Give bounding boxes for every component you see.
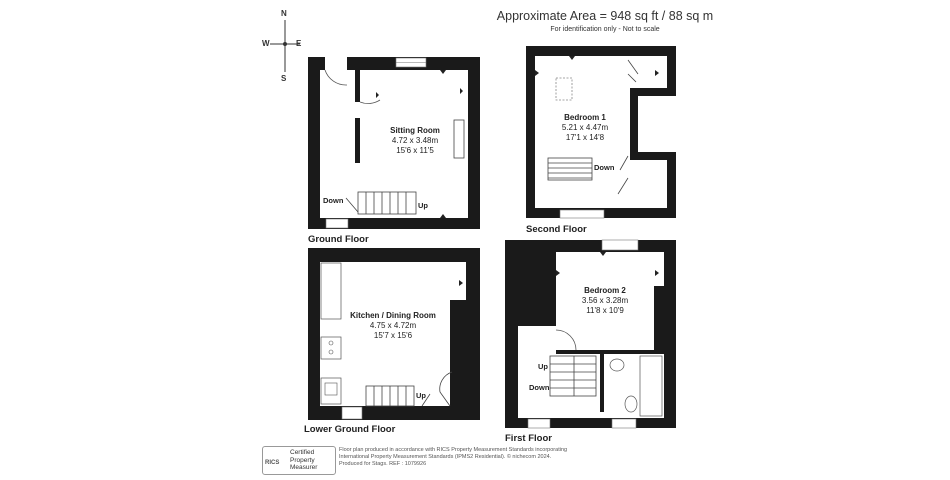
disclaimer-line-3: Produced for Stags. REF : 1079926 xyxy=(339,461,427,467)
lower-stairs-up-label: Up xyxy=(416,391,426,400)
kitchen-dining-room-label xyxy=(338,311,448,341)
scale-note: For identification only - Not to scale xyxy=(550,26,660,33)
compass-north-label: N xyxy=(281,9,287,18)
bedroom-1-metric: 5.21 x 4.47m xyxy=(561,123,609,132)
second-floor-label: Second Floor xyxy=(526,224,587,235)
bedroom-2-label xyxy=(560,286,650,316)
compass-south-label: S xyxy=(281,74,287,83)
first-stairs-up-label: Up xyxy=(538,362,548,371)
ground-stairs-up-label: Up xyxy=(418,201,428,210)
rics-line-1: Certified xyxy=(290,449,315,456)
kitchen-dining-room-metric: 4.75 x 4.72m xyxy=(369,321,417,330)
rics-line-2: Property xyxy=(290,456,315,464)
bedroom-1-name: Bedroom 1 xyxy=(564,113,606,122)
bedroom-2-imperial: 11'8 x 10'9 xyxy=(586,306,624,315)
disclaimer-line-2: International Property Measurement Standards (IPMS2 Residential). © nichecom 2024. xyxy=(339,454,552,460)
sitting-room-name: Sitting Room xyxy=(390,126,440,135)
first-floor-label: First Floor xyxy=(505,433,552,444)
bedroom-2-name: Bedroom 2 xyxy=(584,286,626,295)
first-floor-plan xyxy=(505,240,676,428)
bedroom-2-metric: 3.56 x 3.28m xyxy=(581,296,629,305)
second-stairs-down-label: Down xyxy=(594,163,615,172)
sitting-room-imperial: 15'6 x 11'5 xyxy=(396,146,434,155)
disclaimer-text xyxy=(339,447,599,468)
rics-logo: RICS xyxy=(265,460,280,466)
kitchen-dining-room-imperial: 15'7 x 15'6 xyxy=(373,331,413,340)
ground-stairs-down-label: Down xyxy=(323,196,344,205)
bedroom-1-imperial: 17'1 x 14'8 xyxy=(565,133,605,142)
first-stairs-down-label: Down xyxy=(529,383,550,392)
compass-east-label: E xyxy=(296,39,302,48)
approximate-area-title: Approximate Area = 948 sq ft / 88 sq m xyxy=(496,9,714,23)
compass-west-label: W xyxy=(262,39,270,48)
rics-line-3: Measurer xyxy=(290,464,318,471)
rics-certified-text xyxy=(290,449,317,472)
sitting-room-label xyxy=(370,126,460,156)
lower-ground-floor-label: Lower Ground Floor xyxy=(304,424,396,435)
kitchen-dining-room-name: Kitchen / Dining Room xyxy=(350,311,436,320)
bedroom-1-label xyxy=(540,113,630,143)
ground-floor-label: Ground Floor xyxy=(308,234,369,245)
disclaimer-line-1: Floor plan produced in accordance with RICS Property Measurement Standards incorporating xyxy=(339,447,568,453)
sitting-room-metric: 4.72 x 3.48m xyxy=(391,136,439,145)
